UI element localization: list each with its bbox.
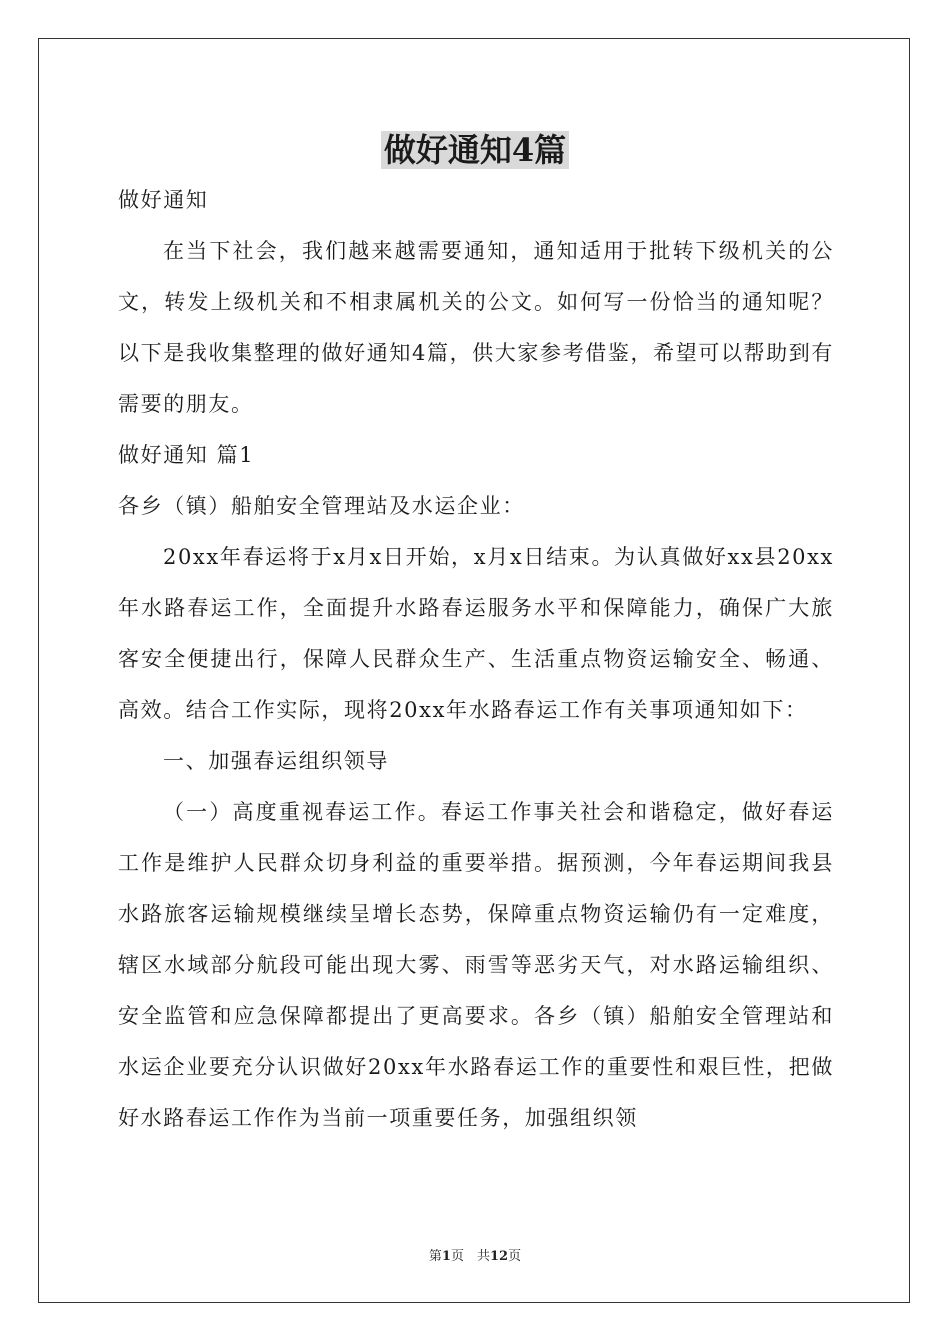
paragraph-heading: 做好通知: [118, 188, 209, 212]
paragraph-body-2: （一）高度重视春运工作。春运工作事关社会和谐稳定，做好春运工作是维护人民群众切身利益的重要举措。据预测，今年春运期间我县水路旅客运输规模继续呈增长态势，保障重点物资运输仍有一定难度，辖区水域部分航段可能出现大雾、雨雪等恶劣天气，对水路运输组织、安全监管和应急保障都提出了更高要求。各乡（镇）船舶安全管理站和水运企业要充分认识做好20xx年水路春运工作的重要性和艰巨性，把做好水路春运工作作为当前一项重要任务，加强组织领: [118, 800, 834, 1130]
document-body: [118, 175, 834, 1144]
footer-page-suffix: 页: [508, 1249, 522, 1264]
paragraph-salutation: 各乡（镇）船舶安全管理站及水运企业：: [118, 494, 525, 518]
document-title: [0, 128, 950, 172]
footer-page-mid: 页 共: [450, 1249, 490, 1264]
footer-page-prefix: 第: [428, 1249, 442, 1264]
paragraph-section-heading: 做好通知 篇1: [118, 443, 255, 467]
document-title-text: 做好通知4篇: [381, 131, 569, 169]
paragraph-intro: 在当下社会，我们越来越需要通知，通知适用于批转下级机关的公文，转发上级机关和不相隶属机关的公文。如何写一份恰当的通知呢？以下是我收集整理的做好通知4篇，供大家参考借鉴，希望可以帮助到有需要的朋友。: [118, 239, 834, 416]
footer-page-current: 1: [441, 1249, 451, 1264]
page-footer: [0, 1245, 950, 1264]
paragraph-subheading-1: 一、加强春运组织领导: [163, 749, 389, 773]
paragraph-body-1: 20xx年春运将于x月x日开始，x月x日结束。为认真做好xx县20xx年水路春运工作，全面提升水路春运服务水平和保障能力，确保广大旅客安全便捷出行，保障人民群众生产、生活重点物资运输安全、畅通、高效。结合工作实际，现将20xx年水路春运工作有关事项通知如下：: [118, 545, 834, 722]
footer-page-total: 12: [489, 1249, 509, 1264]
